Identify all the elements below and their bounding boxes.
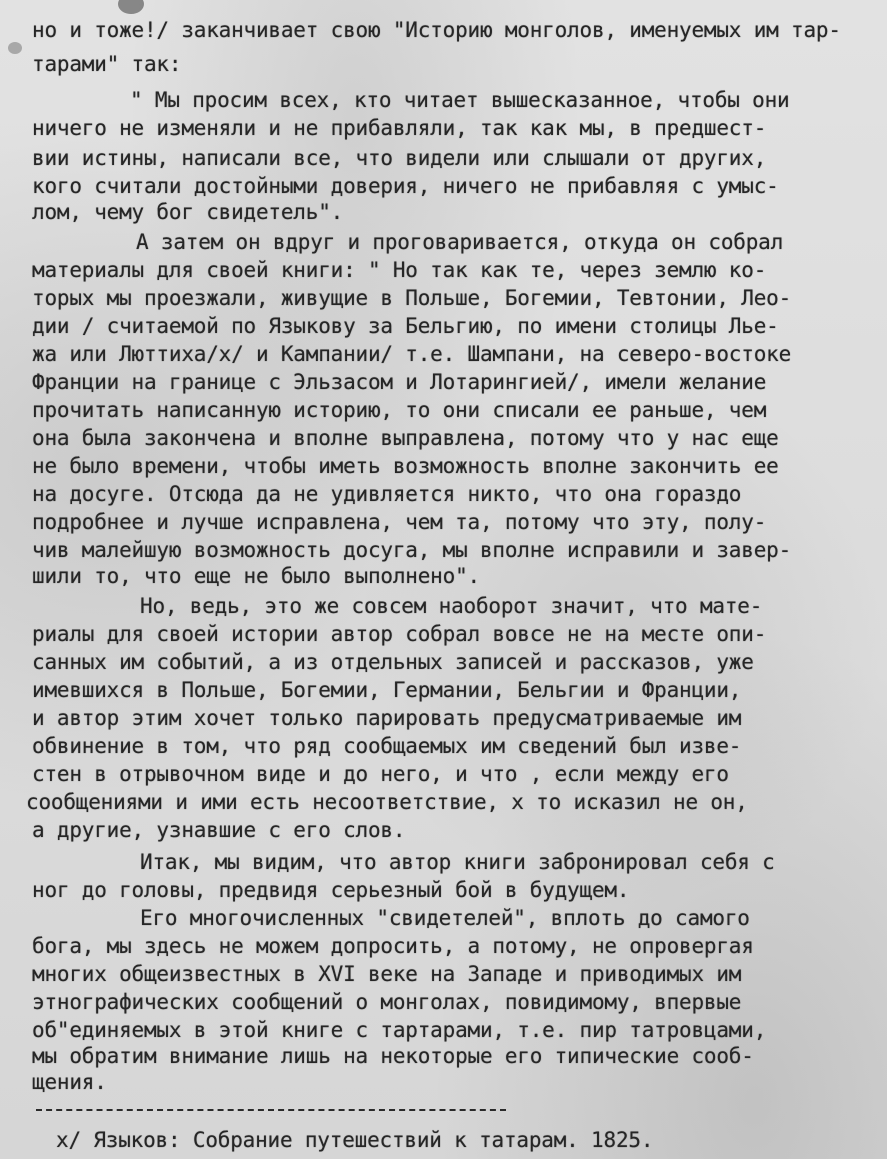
- text-line: многих общеизвестных в XVI веке на Западе и приводимых им: [32, 962, 742, 986]
- text-line: Его многочисленных "свидетелей", вплоть до самого: [140, 906, 750, 930]
- text-line: Но, ведь, это же совсем наоборот значит, что мате-: [140, 594, 763, 618]
- text-line: кого считали достойными доверия, ничего не прибавляя с умыс-: [32, 174, 779, 198]
- text-line: материалы для своей книги: " Но так как те, через землю ко-: [32, 258, 767, 282]
- text-line: щения.: [32, 1070, 107, 1094]
- text-line: не было времени, чтобы иметь возможность вполне закончить ее: [32, 454, 779, 478]
- text-line: на досуге. Отсюда да не удивляется никто, что она гораздо: [32, 482, 742, 506]
- text-line: ничего не изменяли и не прибавляли, так как мы, в предшест-: [32, 116, 767, 140]
- text-line: этнографических сообщений о монголах, повидимому, впервые: [32, 990, 742, 1014]
- text-line: об"единяемых в этой книге с тартарами, т.е. пир татровцами,: [32, 1018, 767, 1042]
- text-line: подробнее и лучше исправлена, чем та, потому что эту, полу-: [32, 510, 767, 534]
- text-line: дии / считаемой по Языкову за Бельгию, по имени столицы Лье-: [32, 314, 779, 338]
- ink-blot: [8, 42, 22, 54]
- text-line: тарами" так:: [32, 52, 182, 76]
- text-line: А затем он вдруг и проговаривается, откуда он собрал: [136, 230, 784, 254]
- text-line: вии истины, написали все, что видели или слышали от других,: [32, 146, 767, 170]
- text-line: имевшихся в Польше, Богемии, Германии, Бельгии и Франции,: [32, 678, 742, 702]
- text-line: ног до головы, предвидя серьезный бой в будущем.: [32, 878, 630, 902]
- text-line: лом, чему бог свидетель".: [32, 200, 344, 224]
- text-line: и автор этим хочет только парировать предусматриваемые им: [32, 706, 742, 730]
- text-line: обвинение в том, что ряд сообщаемых им сведений был изве-: [32, 734, 742, 758]
- text-line: но и тоже!/ заканчивает свою "Историю монголов, именуемых им тар-: [32, 18, 841, 42]
- text-line: жа или Люттиха/х/ и Кампании/ т.е. Шампани, на северо-востоке: [32, 342, 792, 366]
- text-line: риалы для своей истории автор собрал вовсе не на месте опи-: [32, 622, 767, 646]
- text-line: " Мы просим всех, кто читает вышесказанное, чтобы они: [130, 88, 790, 112]
- text-line: санных им событий, а из отдельных записей и рассказов, уже: [32, 650, 754, 674]
- text-line: чив малейшую возможность досуга, мы вполне исправили и завер-: [32, 538, 792, 562]
- text-line: стен в отрывочном виде и до него, и что , если между его: [32, 762, 729, 786]
- text-line: сообщениями и ими есть несоответствие, x то исказил не он,: [26, 790, 748, 814]
- text-line: прочитать написанную историю, то они списали ее раньше, чем: [32, 398, 767, 422]
- text-line: Франции на границе с Эльзасом и Лотарингией/, имели желание: [32, 370, 767, 394]
- text-line: она была закончена и вполне выправлена, потому что у нас еще: [32, 426, 779, 450]
- footnote: х/ Языков: Собрание путешествий к татарам. 1825.: [56, 1128, 654, 1152]
- ink-blot: [118, 0, 144, 14]
- text-line: бога, мы здесь не можем допросить, а потому, не опровергая: [32, 934, 754, 958]
- text-line: шили то, что еще не было выполнено".: [32, 564, 480, 588]
- text-line: мы обратим внимание лишь на некоторые его типические сооб-: [32, 1044, 754, 1068]
- text-line: Итак, мы видим, что автор книги забронировал себя с: [140, 850, 775, 874]
- footnote-separator: [36, 1109, 506, 1111]
- text-line: торых мы проезжали, живущие в Польше, Богемии, Тевтонии, Лео-: [32, 286, 792, 310]
- text-line: а другие, узнавшие с его слов.: [32, 818, 406, 842]
